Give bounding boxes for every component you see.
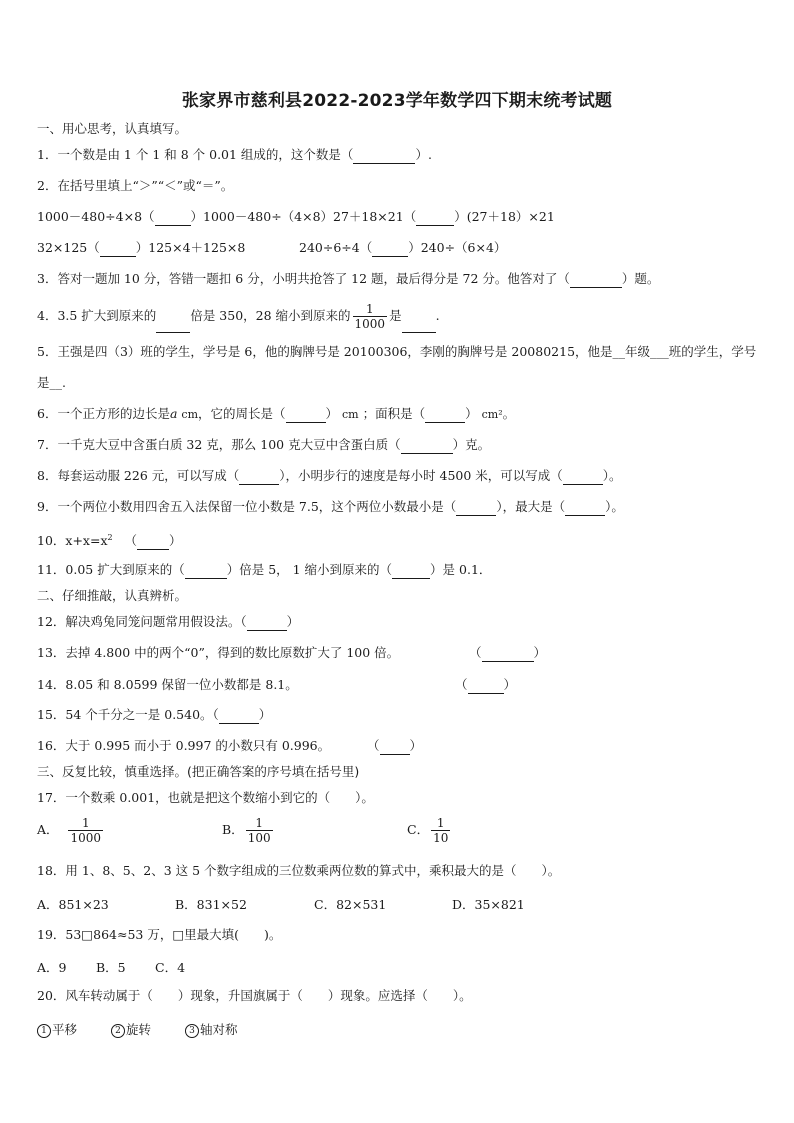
option-a[interactable]: A． $\frac{1}{1000}$ xyxy=(37,816,102,845)
section-2-heading: 二、仔细推敲，认真辨析。 xyxy=(37,588,188,603)
question-11: 11．0.05 扩大到原来的（ ）倍是 5， 1 缩小到原来的（ ）是 0.1． xyxy=(37,562,492,577)
option-3[interactable]: 3 轴对称 xyxy=(185,1020,238,1038)
question-8: 8．每套运动服 226 元，可以写成（ ），小明步行的速度是每小时 4500 米，可以写成（ ）。 xyxy=(37,468,622,483)
answer-blank[interactable] xyxy=(372,240,408,257)
option-1[interactable]: 1 平移 xyxy=(37,1020,77,1038)
circled-number-icon: 2 xyxy=(111,1024,125,1038)
answer-blank[interactable] xyxy=(219,707,259,724)
answer-blank[interactable] xyxy=(286,406,326,423)
answer-blank[interactable] xyxy=(156,300,190,333)
question-9: 9．一个两位小数用四舍五入法保留一位小数是 7.5，这个两位小数最小是（ ），最大是（ ）。 xyxy=(37,499,624,514)
answer-blank[interactable] xyxy=(468,677,504,694)
answer-blank[interactable] xyxy=(563,468,603,485)
circled-number-icon: 1 xyxy=(37,1024,51,1038)
answer-blank[interactable] xyxy=(570,271,622,288)
question-16: 16．大于 0.995 而小于 0.997 的小数只有 0.996。 （ ） xyxy=(37,738,423,753)
option-c[interactable]: C．4 xyxy=(155,960,186,975)
question-12: 12．解决鸡兔同笼问题常用假设法。（ ） xyxy=(37,614,300,629)
answer-blank[interactable] xyxy=(185,562,227,579)
option-b[interactable]: B． $\frac{1}{100}$ xyxy=(222,816,271,845)
answer-blank[interactable] xyxy=(456,499,496,516)
answer-blank[interactable] xyxy=(239,468,279,485)
question-14: 14．8.05 和 8.0599 保留一位小数都是 8.1。 （ ） xyxy=(37,677,517,692)
option-b[interactable]: B．831×52 xyxy=(175,897,247,912)
answer-blank[interactable] xyxy=(425,406,465,423)
fraction: $\frac{1}{10}$ xyxy=(433,816,449,845)
option-b[interactable]: B．5 xyxy=(96,960,126,975)
answer-blank[interactable] xyxy=(416,209,454,226)
question-2: 2．在括号里填上“＞”“＜”或“＝”。 xyxy=(37,178,234,193)
answer-blank[interactable] xyxy=(565,499,605,516)
answer-blank[interactable] xyxy=(402,300,436,333)
option-d[interactable]: D．35×821 xyxy=(452,897,525,912)
fraction: $\frac{1}{1000}$ xyxy=(70,816,102,845)
answer-blank[interactable] xyxy=(247,614,287,631)
question-10: 10．$x+x=x^2$ （ ） xyxy=(37,533,182,549)
answer-blank[interactable] xyxy=(401,437,453,454)
option-c[interactable]: C．82×531 xyxy=(314,897,387,912)
fraction: $\frac{1}{1000}$ xyxy=(354,302,386,331)
answer-blank[interactable] xyxy=(137,533,169,550)
answer-blank[interactable] xyxy=(380,738,410,755)
answer-blank[interactable] xyxy=(155,209,191,226)
question-3: 3．答对一题加 10 分，答错一题扣 6 分，小明共抢答了 12 题，最后得分是 72 分。他答对了（ ）题。 xyxy=(37,271,660,286)
option-a[interactable]: A．9 xyxy=(37,960,67,975)
question-1: 1．一个数是由 1 个 1 和 8 个 0.01 组成的，这个数是（ ）. xyxy=(37,147,432,162)
question-19: 19．53□864≈53 万，□里最大填( )。 xyxy=(37,927,282,942)
fraction: $\frac{1}{100}$ xyxy=(247,816,271,845)
question-4: 4．3.5 扩大到原来的 倍是 350，28 缩小到原来的 $\frac{1}{1000}$ 是 . xyxy=(37,302,440,331)
option-2[interactable]: 2 旋转 xyxy=(111,1020,151,1038)
page-title: 张家界市慈利县2022-2023学年数学四下期末统考试题 xyxy=(181,91,613,111)
section-1-heading: 一、用心思考，认真填写。 xyxy=(37,121,188,136)
question-5: 5．王强是四（3）班的学生，学号是 6，他的胸牌号是 20100306，李刚的胸牌号是 20080215，他是__年级___班的学生，学号是__. xyxy=(37,344,757,390)
question-18: 18．用 1、8、5、2、3 这 5 个数字组成的三位数乘两位数的算式中，乘积最大的是（ ）。 xyxy=(37,863,561,878)
option-c[interactable]: C． $\frac{1}{10}$ xyxy=(407,816,449,845)
question-7: 7．一千克大豆中含蛋白质 32 克，那么 100 克大豆中含蛋白质（ ）克。 xyxy=(37,437,491,452)
section-3-heading: 三、反复比较，慎重选择。(把正确答案的序号填在括号里) xyxy=(37,764,360,779)
option-a[interactable]: A．851×23 xyxy=(37,897,109,912)
question-6: 6．一个正方形的边长是a cm，它的周长是（ ） cm ；面积是（ ） cm²。 xyxy=(37,406,516,421)
answer-blank[interactable] xyxy=(100,240,136,257)
question-17: 17．一个数乘 0.001，也就是把这个数缩小到它的（ ）。 xyxy=(37,790,374,805)
answer-blank[interactable] xyxy=(392,562,430,579)
question-13: 13．去掉 4.800 中的两个“0”，得到的数比原数扩大了 100 倍。 （ ） xyxy=(37,645,547,660)
question-20: 20．风车转动属于（ ）现象，升国旗属于（ ）现象。应选择（ ）。 xyxy=(37,988,472,1003)
answer-blank[interactable] xyxy=(353,147,415,164)
question-15: 15．54 个千分之一是 0.540。（ ） xyxy=(37,707,272,722)
answer-blank[interactable] xyxy=(482,645,534,662)
circled-number-icon: 3 xyxy=(185,1024,199,1038)
